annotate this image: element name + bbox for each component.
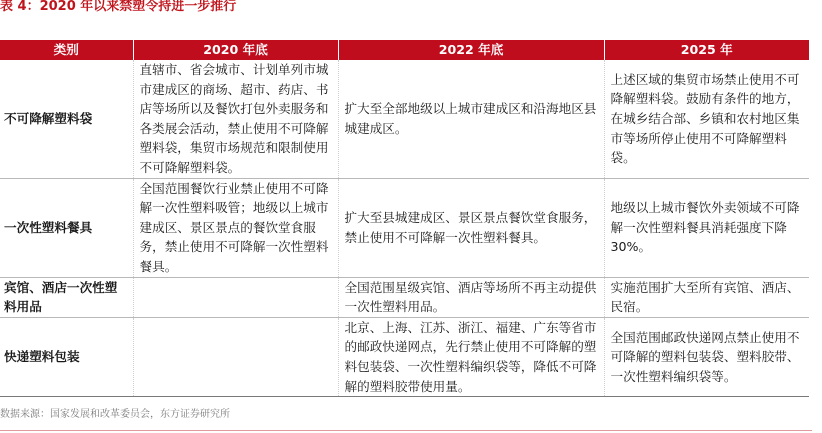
header-category: 类别	[0, 40, 133, 60]
cell-2020	[133, 317, 338, 396]
header-row	[0, 40, 809, 60]
header-2022: 2022 年底	[338, 40, 604, 60]
cell-2022: 扩大至全部地级以上城市建成区和沿海地区县城建成区。	[338, 60, 604, 178]
table-row	[0, 178, 809, 277]
cell-2020: 全国范围餐饮行业禁止使用不可降解一次性塑料吸管；地级以上城市建成区、景区景点的餐饮堂食服务，禁止使用不可降解一次性塑料餐具。	[133, 178, 338, 277]
cell-2020	[133, 277, 338, 317]
cell-2025: 地级以上城市餐饮外卖领域不可降解一次性塑料餐具消耗强度下降 30%。	[604, 178, 809, 277]
cell-2025: 全国范围邮政快递网点禁止使用不可降解的塑料包装袋、塑料胶带、一次性塑料编织袋等。	[604, 317, 809, 396]
cell-2022: 扩大至县城建成区、景区景点餐饮堂食服务，禁止使用不可降解一次性塑料餐具。	[338, 178, 604, 277]
table-row	[0, 60, 809, 178]
cell-2022: 全国范围星级宾馆、酒店等场所不再主动提供一次性塑料用品。	[338, 277, 604, 317]
cell-2020: 直辖市、省会城市、计划单列市城市建成区的商场、超市、药店、书店等场所以及餐饮打包外卖服务和各类展会活动，禁止使用不可降解塑料袋，集贸市场规范和限制使用不可降解塑料袋。	[133, 60, 338, 178]
row-category: 宾馆、酒店一次性塑料用品	[0, 277, 133, 317]
header-2025: 2025 年	[604, 40, 809, 60]
cell-2022: 北京、上海、江苏、浙江、福建、广东等省市的邮政快递网点，先行禁止使用不可降解的塑料包装袋、一次性塑料编织袋等，降低不可降解的塑料胶带使用量。	[338, 317, 604, 396]
policy-table	[0, 40, 809, 397]
table-title: 表 4：2020 年以来禁塑令持进一步推行	[0, 0, 237, 14]
row-category: 一次性塑料餐具	[0, 178, 133, 277]
row-category: 快递塑料包装	[0, 317, 133, 396]
source-note: 数据来源：国家发展和改革委员会，东方证券研究所	[0, 409, 230, 420]
cell-2025: 上述区域的集贸市场禁止使用不可降解塑料袋。鼓励有条件的地方，在城乡结合部、乡镇和农村地区集市等场所停止使用不可降解塑料袋。	[604, 60, 809, 178]
cell-2025: 实施范围扩大至所有宾馆、酒店、民宿。	[604, 277, 809, 317]
header-2020: 2020 年底	[133, 40, 338, 60]
bottom-divider	[0, 430, 812, 431]
table-row	[0, 317, 809, 396]
row-category: 不可降解塑料袋	[0, 60, 133, 178]
table-row	[0, 277, 809, 317]
